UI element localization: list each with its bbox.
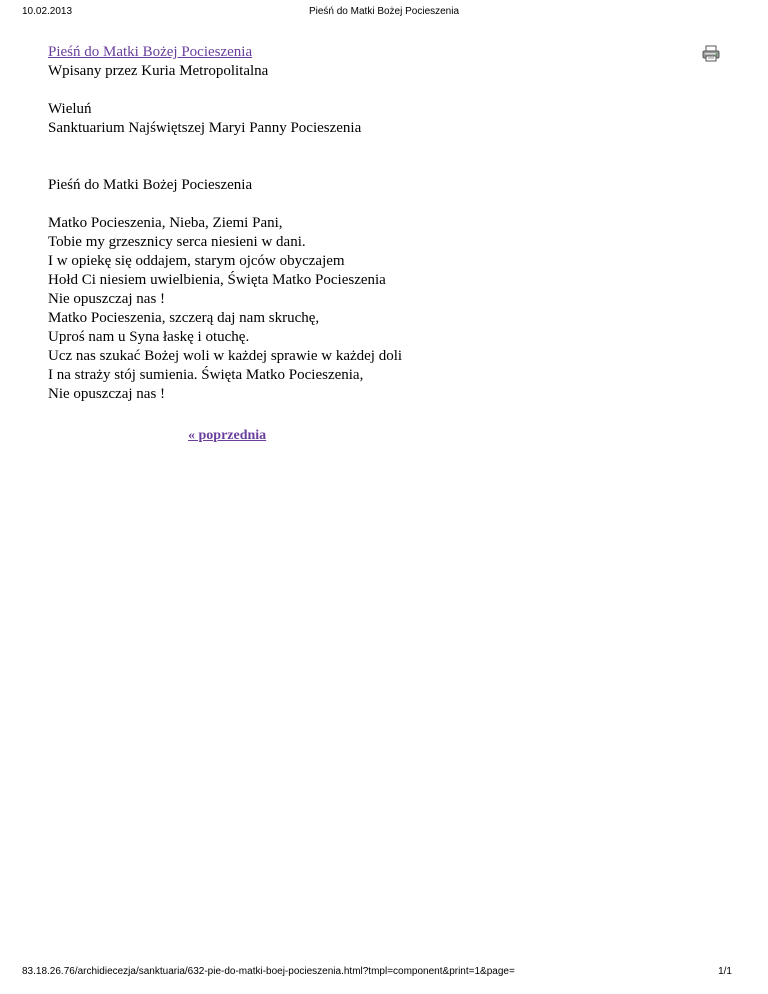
print-header [0,6,768,22]
article-author: Wpisany przez Kuria Metropolitalna [48,63,269,79]
verse-line: Nie opuszczaj nas ! [48,291,166,307]
print-page-number: 1/1 [718,966,732,977]
verse-line: Tobie my grzesznicy serca niesieni w dani. [48,234,306,250]
verse-line: Matko Pocieszenia, szczerą daj nam skruchę, [48,310,320,326]
previous-page-link[interactable]: « poprzednia [188,428,267,443]
verse-line: I na straży stój sumienia. Święta Matko Pocieszenia, [48,367,364,383]
song-title: Pieśń do Matki Bożej Pocieszenia [48,177,253,193]
print-header-title: Pieśń do Matki Bożej Pocieszenia [308,6,460,17]
verse-line: Ucz nas szukać Bożej woli w każdej sprawie w każdej doli [48,348,403,364]
verse-line: Uproś nam u Syna łaskę i otuchę. [48,329,250,345]
article-sanctuary: Sanktuarium Najświętszej Maryi Panny Pocieszenia [48,120,362,136]
verse-line: Hołd Ci niesiem uwielbienia, Święta Matko Pocieszenia [48,272,386,288]
article-place: Wieluń [48,101,92,117]
print-footer [0,966,768,982]
verse-line: Matko Pocieszenia, Nieba, Ziemi Pani, [48,215,283,231]
print-url: 83.18.26.76/archidiecezja/sanktuaria/632-pie-do-matki-boej-pocieszenia.html?tmpl=component&print=1&page= [22,966,515,977]
verse-line: I w opiekę się oddajem, starym ojców obyczajem [48,253,345,269]
article-title-link[interactable]: Pieśń do Matki Bożej Pocieszenia [48,44,253,60]
print-date: 10.02.2013 [22,6,73,17]
verse-line: Nie opuszczaj nas ! [48,386,166,402]
article-content [48,43,728,404]
